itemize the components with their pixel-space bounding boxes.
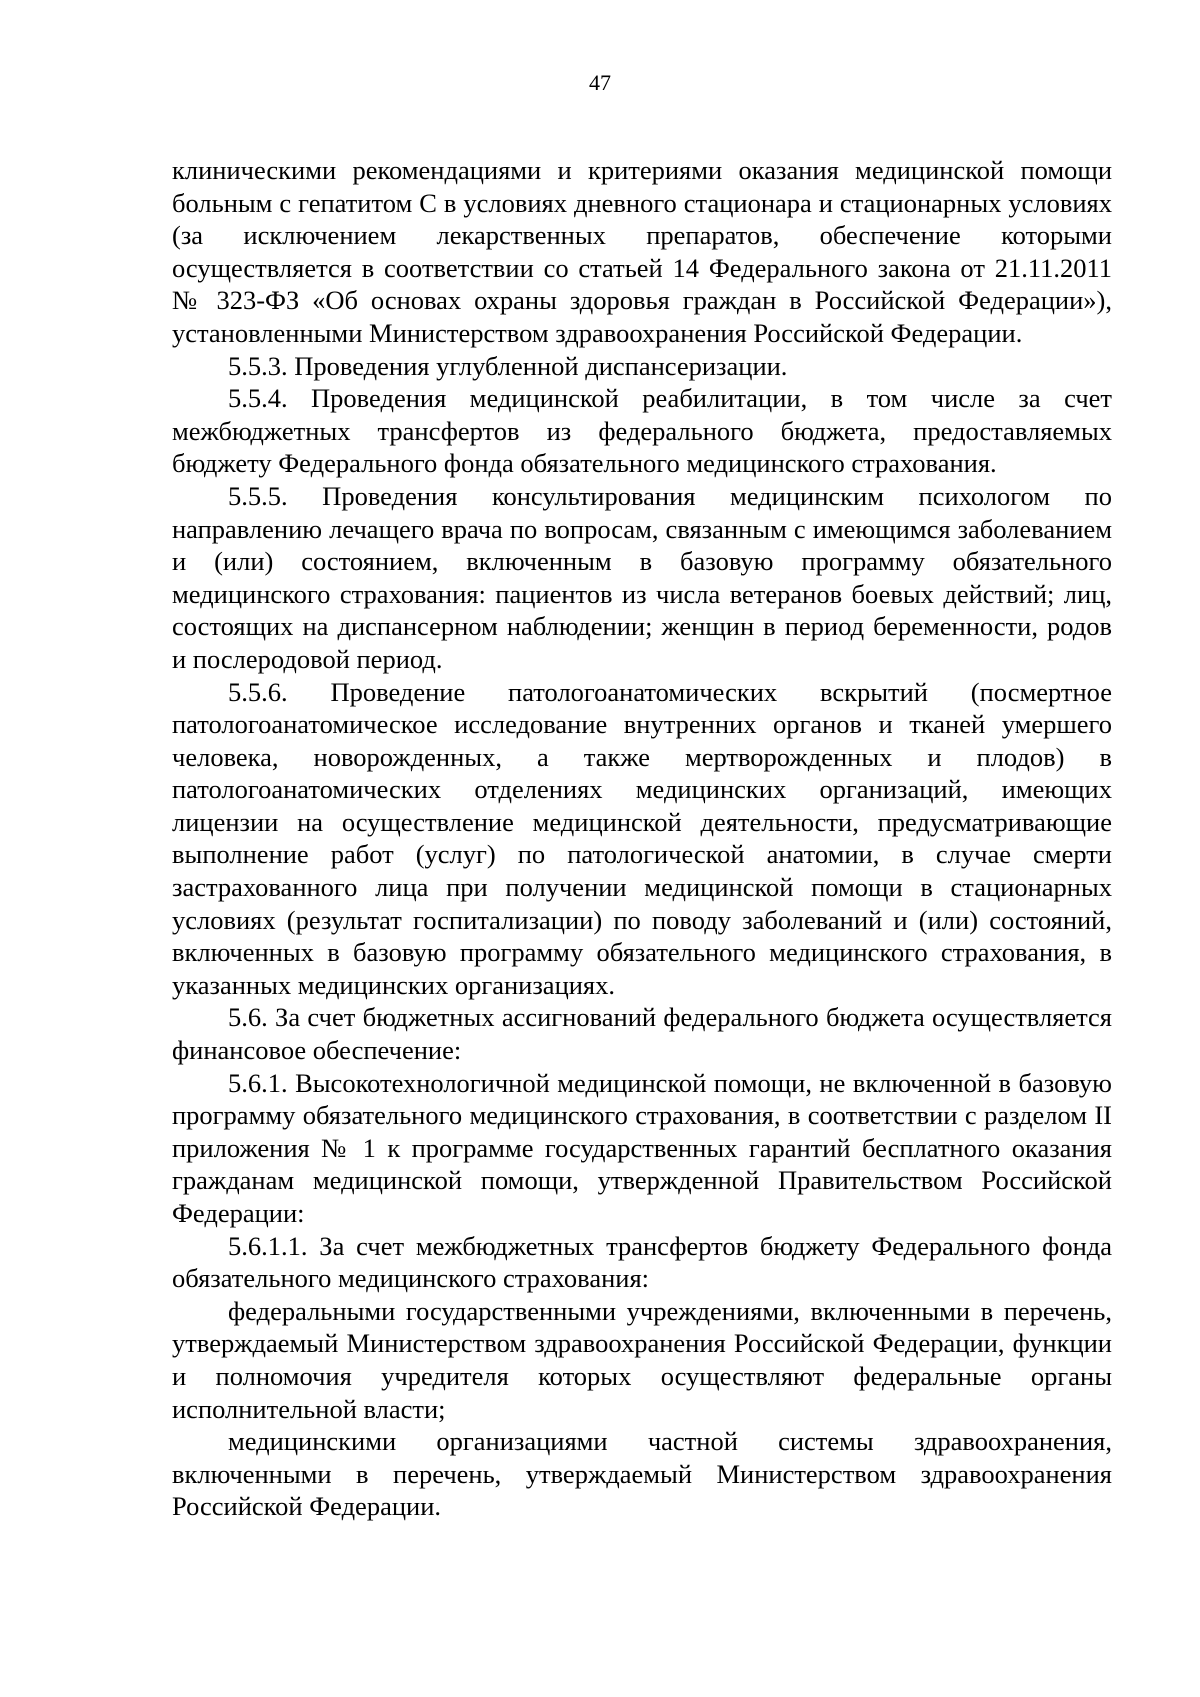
paragraph-federal-institutions: федеральными государственными учреждениями, включенными в перечень, утверждаемый Министерством здравоохранения Российской Федерации, функции и полномочия учредителя которых осуществляют федеральные органы исполнительной власти;: [172, 1295, 1112, 1424]
paragraph-5-5-3: 5.5.3. Проведения углубленной диспансеризации.: [228, 350, 788, 381]
paragraph-5-6-1: 5.6.1. Высокотехнологичной медицинской помощи, не включенной в базовую программу обязательного медицинского страхования, в соответствии с разделом II приложения № 1 к программе государственных гарантий бесплатного оказания гражданам медицинской помощи, утвержденной Правительством Российской Федерации:: [172, 1067, 1112, 1228]
paragraph-5-5-5: 5.5.5. Проведения консультирования медицинским психологом по направлению лечащего врача по вопросам, связанным с имеющимся заболеванием и (или) состоянием, включенным в базовую программу обязательного медицинского страхования: пациентов из числа ветеранов боевых действий; лиц, состоящих на диспансерном наблюдении; женщин в период беременности, родов и послеродовой период.: [172, 480, 1112, 674]
paragraph-5-6: 5.6. За счет бюджетных ассигнований федерального бюджета осуществляется финансовое обеспечение:: [172, 1002, 1112, 1066]
paragraph-5-5-6: 5.5.6. Проведение патологоанатомических вскрытий (посмертное патологоанатомическое исследование внутренних органов и тканей умершего человека, новорожденных, а также мертворожденных и плодов) в патологоанатомических отделениях медицинских организаций, имеющих лицензии на осуществление медицинской деятельности, предусматривающие выполнение работ (услуг) по патологической анатомии, в случае смерти застрахованного лица при получении медицинской помощи в стационарных условиях (результат госпитализации) по поводу заболеваний и (или) состояний, включенных в базовую программу обязательного медицинского страхования, в указанных медицинских организациях.: [172, 676, 1112, 1000]
paragraph-5-6-1-1: 5.6.1.1. За счет межбюджетных трансфертов бюджету Федерального фонда обязательного медицинского страхования:: [172, 1230, 1112, 1294]
page-number: 47: [589, 70, 611, 95]
document-body: [172, 154, 1112, 1523]
paragraph-continuation: клиническими рекомендациями и критериями оказания медицинской помощи больным с гепатитом С в условиях дневного стационара и стационарных условиях (за исключением лекарственных препаратов, обеспечение которыми осуществляется в соответствии со статьей 14 Федерального закона от 21.11.2011 № 323-ФЗ «Об основах охраны здоровья граждан в Российской Федерации»), установленными Министерством здравоохранения Российской Федерации.: [172, 155, 1112, 348]
paragraph-5-5-4: 5.5.4. Проведения медицинской реабилитации, в том числе за счет межбюджетных трансфертов из федерального бюджета, предоставляемых бюджету Федерального фонда обязательного медицинского страхования.: [172, 383, 1112, 479]
paragraph-private-organizations: медицинскими организациями частной системы здравоохранения, включенными в перечень, утверждаемый Министерством здравоохранения Российской Федерации.: [172, 1426, 1112, 1522]
